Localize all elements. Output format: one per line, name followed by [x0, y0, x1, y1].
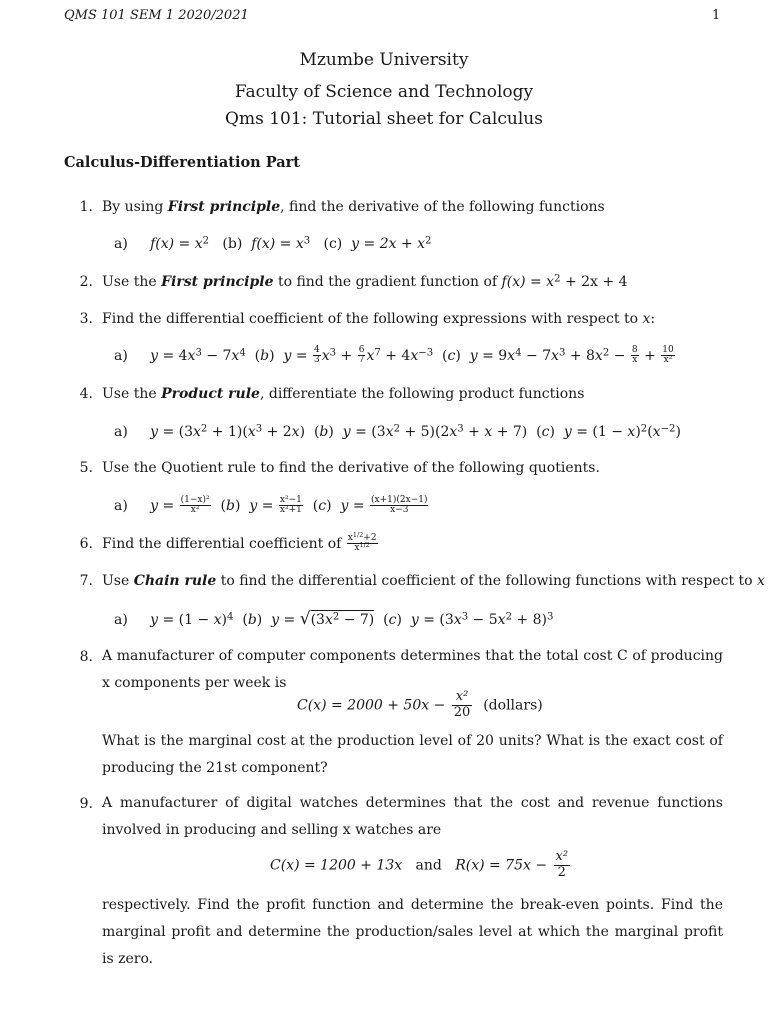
question-8-formula: C(x) = 2000 + 50x − $\frac{\text{x²}}{20}$ (dollars) — [297, 689, 543, 720]
sheet-title: Qms 101: Tutorial sheet for Calculus — [225, 109, 543, 129]
question-1-parts: a) $f(x) = x^2$ (b) $f(x) = x^3$ (c) $y = 2x + x^2$ — [114, 235, 432, 252]
question-7-text: Use Chain rule to find the differential coefficient of the following functions with respect to x — [102, 573, 765, 589]
page-number: 1 — [712, 8, 721, 23]
question-number: 2. — [79, 274, 93, 290]
question-number: 6. — [79, 536, 93, 552]
question-1-text: By using First principle, find the derivative of the following functions — [102, 199, 605, 215]
question-4-parts: a) $y = (3x^2 + 1)(x^3 + 2x)$ (b) $y = (3x^2 + 5)(2x^3 + x + 7)$ (c) $y = (1 - x)^2(x^{-2})$ — [114, 423, 681, 440]
question-number: 3. — [79, 311, 93, 327]
question-number: 9. — [79, 796, 93, 812]
university-title: Mzumbe University — [299, 50, 469, 70]
question-3-text: Find the differential coefficient of the following expressions with respect to x: — [102, 311, 656, 327]
question-number: 5. — [79, 460, 93, 476]
question-4-text: Use the Product rule, differentiate the following product functions — [102, 386, 585, 402]
question-number: 7. — [79, 573, 93, 589]
question-2-text: Use the First principle to find the gradient function of $f(x) = x^2 + 2x + 4$ — [102, 273, 628, 290]
question-6-text: Find the differential coefficient of $\frac{x^{1/2}+2}{x^{1/2}}$ — [102, 531, 377, 554]
question-9-paragraph-1: A manufacturer of digital watches determines that the cost and revenue functions involved in producing and selling x watches are — [102, 795, 723, 838]
question-3-parts: a) $y = 4x^3 - 7x^4$ (b) y = $\frac{4}{3}$ $x^3$ + $\frac{6}{7}$ $x^7 + 4x^{-3}$ (c) $y = 9x^4 - 7x^3 + 8x^2$ − $\frac{8}{x}$ + $\frac{10}{\text{x²}}$ — [114, 345, 674, 366]
faculty-title: Faculty of Science and Technology — [234, 82, 534, 102]
question-5-text: Use the Quotient rule to find the derivative of the following quotients. — [102, 460, 600, 476]
question-9-formula: C(x) = 1200 + 13x and R(x) = 75x − $\frac{\text{x²}}{2}$ — [270, 849, 569, 880]
section-title: Calculus-Differentiation Part — [64, 154, 300, 171]
question-7-parts: a) $y = (1 - x)^4$ (b) $y = √(3x^2 - 7)$ (c) $y = (3x^3 - 5x^2 + 8)^3$ — [114, 609, 554, 629]
question-number: 1. — [79, 199, 93, 215]
question-8-paragraph-1: A manufacturer of computer components determines that the total cost C of producing x components per week is — [102, 648, 723, 691]
running-header-course: QMS 101 SEM 1 2020/2021 — [64, 8, 249, 23]
question-number: 4. — [79, 386, 93, 402]
question-5-parts: a) y = $\frac{\text{(1−x)²}}{\text{x²}}$ (b) y = $\frac{\text{x²−1}}{\text{x²+1}}$ (c) y = $\frac{(x+1)(2x-1)}{x-3}$ — [114, 495, 428, 516]
question-8-paragraph-2: What is the marginal cost at the production level of 20 units? What is the exact cost of producing the 21st component? — [102, 733, 723, 776]
question-number: 8. — [79, 649, 93, 665]
question-9-paragraph-2: respectively. Find the profit function and determine the break-even points. Find the marginal profit and determine the production/sales level at which the marginal profit is zero. — [102, 897, 723, 967]
